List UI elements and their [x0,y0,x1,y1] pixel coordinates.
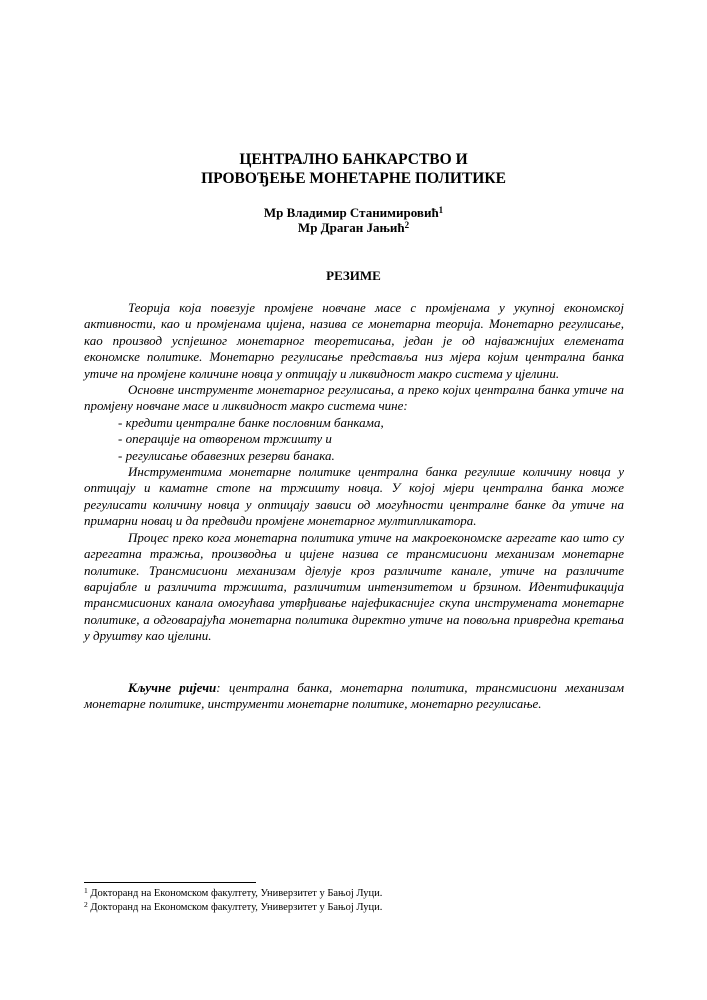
title-line-1: ЦЕНТРАЛНО БАНКАРСТВО И [239,151,468,168]
footnote-2 [84,901,624,915]
author-name: Мр Владимир Станимировић [263,205,439,220]
footnote-ref: 2 [404,220,410,230]
keywords-paragraph [84,680,624,713]
instrument-list [84,415,624,464]
abstract-heading: РЕЗИМЕ [326,268,381,283]
footnotes [84,887,624,914]
footnote-text: Докторанд на Економском факултету, Универзитет у Бањој Луци. [87,888,383,899]
list-item: - регулисање обавезних резерви банака. [84,448,624,464]
footnote-mark: 1 [84,886,88,895]
footnote-ref: 1 [438,205,444,215]
list-item: - кредити централне банке пословним банкама, [84,415,624,431]
author-2 [0,220,707,235]
footnote-separator [84,882,256,883]
footnote-text: Докторанд на Економском факултету, Универзитет у Бањој Луци. [87,901,383,913]
list-item: - операције на отвореном тржишту и [84,431,624,447]
author-block [0,205,707,235]
author-1 [0,205,707,220]
abstract-paragraph: Инструментима монетарне политике централна банка регулише количину новца у оптицају и каматне стопе на тржишту новца. У којој мјери централна банка може регулисати количину новца у оптицају зависи од могућности централне банке да утиче на примарни новац и да предвиди промјене монетарног мултипликатора. [84,464,624,529]
keywords-text: : централна банка, монетарна политика, трансмисиони механизам монетарне политике, инструменти монетарне политике, монетарно регулисање. [84,680,625,712]
title-line-2: ПРОВОЂЕЊЕ МОНЕТАРНЕ ПОЛИТИКЕ [201,170,506,187]
abstract-body [84,300,624,645]
abstract-paragraph: Теорија која повезује промјене новчане масе с промјенама у укупној економској активности, као и промјенама цијена, назива се монетарна теорија. Монетарно регулисање, као производ успјешног монетарног теоретисања, један је од најважнијих елемената економске политике. Монетарно регулисање представља низ мјера којим централна банка утиче на промјене количине новца у оптицају и ликвидност макро система у цјелини. [84,300,624,381]
abstract-paragraph: Основне инструменте монетарног регулисања, а преко којих централна банка утиче на промјену новчане масе и ликвидност макро система чине: [84,382,624,414]
author-name: Мр Драган Јањић [297,220,405,235]
footnote-1 [84,887,624,901]
footnote-mark: 2 [84,899,88,909]
abstract-paragraph: Процес преко кога монетарна политика утиче на макроекономске агрегате као што су агрегатна тражња, производња и цијене назива се трансмисиони механизам монетарне политике. Трансмисиони механизам дјелује кроз различите канале, утиче на различите варијабле и различита тржишта, различитим интензитетом и брзином. Идентификација трансмисионих канала омогућава утврђивање најефикаснијег скупа инструмената монетарне политике, а одговарајућа монетарна политика директно утиче на повољна привредна кретања у друштву као цјелини. [84,529,624,644]
keywords-label: Кључне ријечи [128,680,217,695]
paper-title [0,150,707,188]
